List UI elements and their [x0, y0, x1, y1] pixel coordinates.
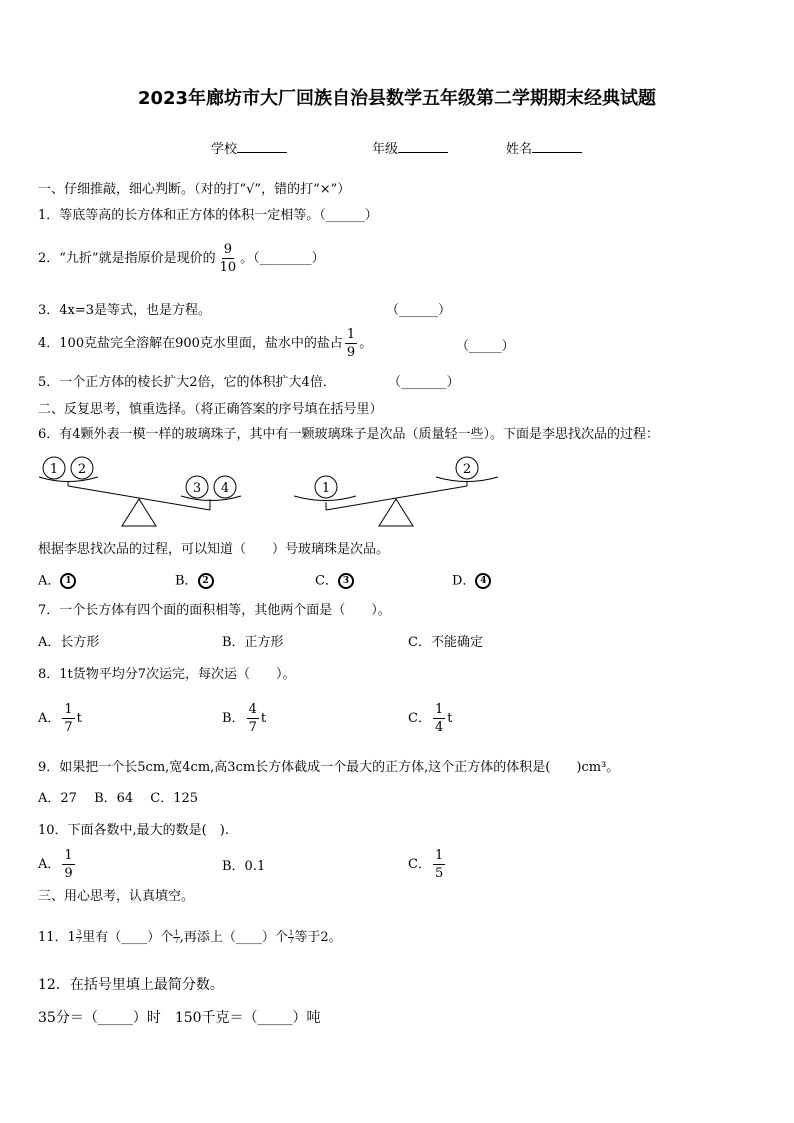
option-letter: A．	[38, 573, 61, 589]
q8-option-c[interactable]	[408, 703, 452, 734]
name-field	[506, 143, 582, 156]
denominator: 5	[434, 866, 444, 881]
period: 。	[359, 336, 373, 351]
question-2-answer: 。（________）	[240, 251, 325, 266]
ball-label: 1	[321, 481, 331, 496]
option-letter: A．	[38, 857, 61, 872]
ball-label: 2	[77, 462, 87, 477]
q11-text: 里有（____）个	[82, 930, 174, 945]
ball-label: 2	[462, 462, 472, 477]
right-fulcrum	[379, 499, 413, 526]
question-4-answer: （_____）	[456, 339, 515, 354]
left-fulcrum	[122, 499, 156, 526]
ball-label: 1	[49, 462, 59, 477]
section-1-heading: 一、仔细推敲，细心判断。（对的打“√”，错的打“×”）	[38, 182, 351, 197]
fraction	[247, 703, 259, 734]
denominator: 4	[434, 720, 444, 735]
q7-option-b[interactable]: B．正方形	[222, 635, 284, 650]
q6-option-a[interactable]	[38, 573, 76, 589]
question-2-text: 2．“九折”就是指原价是现价的	[38, 251, 216, 266]
unit: t	[76, 711, 82, 726]
option-letter: C．	[315, 573, 338, 589]
denominator: 10	[219, 260, 237, 275]
question-12-blanks[interactable]: 35分＝（_____）时 150千克＝（_____）吨	[38, 1010, 321, 1026]
grade-blank[interactable]	[398, 152, 448, 153]
question-5-answer: （_______）	[388, 375, 460, 390]
school-blank[interactable]	[237, 152, 287, 153]
q7-option-a[interactable]: A．长方形	[38, 635, 100, 650]
ball-label: 3	[192, 481, 202, 496]
q6-option-b[interactable]	[175, 573, 214, 589]
circled-number: 1	[60, 573, 76, 589]
option-letter: B．	[222, 711, 245, 726]
option-letter: B．	[175, 573, 198, 589]
school-label: 学校	[211, 142, 238, 157]
fraction	[345, 328, 357, 359]
balance-scales-diagram	[36, 452, 506, 532]
numerator: 1	[174, 929, 179, 937]
q6-option-d[interactable]	[452, 573, 491, 589]
question-4	[38, 328, 372, 359]
section-3-heading: 三、用心思考，认真填空。	[38, 889, 195, 904]
question-5: 5．一个正方体的棱长扩大2倍，它的体积扩大4倍．	[38, 375, 336, 390]
denominator: 7	[64, 720, 73, 735]
fraction	[433, 849, 445, 880]
option-letter: C．	[408, 711, 431, 726]
numerator: 1	[288, 929, 294, 937]
circled-number: 4	[475, 573, 491, 589]
option-letter: C．	[408, 857, 431, 872]
question-6-text-b: 根据李思找次品的过程，可以知道（ ）号玻璃珠是次品。	[38, 542, 390, 557]
numerator: 4	[248, 702, 257, 717]
denominator: 7	[288, 937, 294, 945]
denominator: 9	[346, 345, 356, 360]
question-12: 12．在括号里填上最简分数。	[38, 977, 224, 993]
q9-options[interactable]: A．27 B．64 C．125	[38, 791, 199, 806]
option-letter: A．	[38, 711, 61, 726]
school-field	[211, 143, 287, 156]
option-letter: D．	[452, 573, 476, 589]
numerator: 1	[346, 327, 356, 342]
name-blank[interactable]	[532, 152, 582, 153]
numerator: 9	[223, 242, 232, 257]
numerator: 1	[64, 848, 73, 863]
question-8: 8．1t货物平均分7次运完，每次运（ ）。	[38, 667, 296, 682]
question-3-answer: （______）	[386, 303, 452, 318]
q11-text: 11．1	[38, 930, 76, 945]
left-balance	[39, 457, 241, 526]
q11-text: 等于2。	[294, 930, 342, 945]
grade-field	[372, 143, 448, 156]
question-2	[38, 243, 325, 274]
section-2-heading: 二、反复思考，慎重选择。（将正确答案的序号填在括号里）	[38, 402, 383, 417]
numerator: 3	[76, 929, 82, 937]
circled-number: 2	[198, 573, 214, 589]
unit: t	[260, 711, 267, 726]
numerator: 1	[434, 702, 444, 717]
question-6: 6．有4颗外表一模一样的玻璃珠子，其中有一颗玻璃珠子是次品（质量轻一些）。下面是李思找次品的过程：	[38, 427, 660, 442]
name-label: 姓名	[506, 142, 533, 157]
q8-option-a[interactable]	[38, 703, 82, 734]
q10-option-c[interactable]	[408, 849, 447, 880]
denominator: 9	[64, 866, 73, 881]
q6-option-c[interactable]	[315, 573, 354, 589]
question-1: 1．等底等高的长方体和正方体的体积一定相等。（______）	[38, 208, 378, 223]
fraction	[62, 849, 74, 880]
page-title: 2023年廊坊市大厂回族自治县数学五年级第二学期期末经典试题	[137, 88, 657, 109]
q10-option-b[interactable]: B．0.1	[222, 859, 266, 874]
denominator: 7	[174, 937, 179, 945]
q10-option-a[interactable]	[38, 849, 77, 880]
q11-text: ,再添上（____）个	[179, 930, 288, 945]
question-4-text: 4．100克盐完全溶解在900克水里面，盐水中的盐占	[38, 336, 343, 351]
question-3: 3．4x=3是等式，也是方程。	[38, 303, 212, 318]
q7-option-c[interactable]: C．不能确定	[408, 635, 483, 650]
question-7: 7．一个长方体有四个面的面积相等，其他两个面是（ ）。	[38, 603, 391, 618]
question-10: 10．下面各数中,最大的数是( ).	[38, 823, 229, 838]
ball-label: 4	[220, 481, 230, 496]
fraction	[218, 243, 239, 274]
fraction	[433, 703, 445, 734]
circled-number: 3	[338, 573, 354, 589]
denominator: 7	[76, 937, 82, 945]
right-pan	[181, 496, 241, 501]
numerator: 1	[64, 702, 73, 717]
numerator: 1	[434, 848, 444, 863]
question-11	[38, 930, 342, 945]
denominator: 7	[248, 720, 257, 735]
fraction	[62, 703, 74, 734]
question-9: 9．如果把一个长5cm,宽4cm,高3cm长方体截成一个最大的正方体,这个正方体的体积是( )cm³。	[38, 760, 620, 775]
q8-option-b[interactable]	[222, 703, 266, 734]
unit: t	[447, 711, 453, 726]
grade-label: 年级	[372, 142, 399, 157]
